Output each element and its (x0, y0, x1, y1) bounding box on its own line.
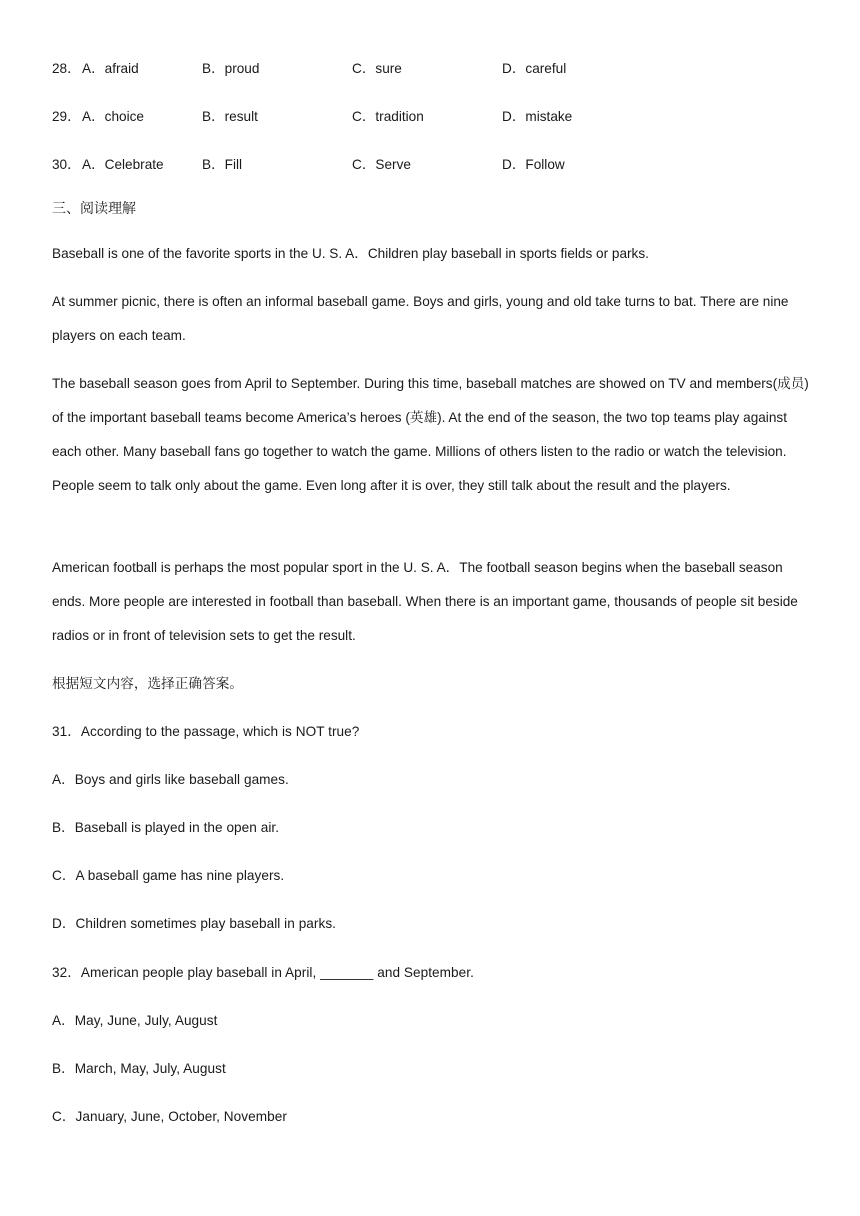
question-31-option-a: A．Boys and girls like baseball games. (52, 772, 289, 787)
question-32-stem: 32．American people play baseball in April, _______ and September. (52, 965, 474, 980)
question-31-option-d: D．Children sometimes play baseball in parks. (52, 916, 337, 931)
option-d: D．mistake (502, 109, 573, 124)
question-32-option-c: C．January, June, October, November (52, 1109, 287, 1124)
option-d: D．Follow (502, 157, 565, 172)
question-number: 28． (52, 61, 81, 76)
option-c: C．sure (352, 61, 402, 76)
option-d: D．careful (502, 61, 567, 76)
passage-paragraph-3: The baseball season goes from April to September. During this time, baseball matches are showed on TV and members(成员) of the important baseball teams become America’s heroes (英雄). At the end of the season, the two top teams play against each other. Many baseball fans go together to watch the game. Millions of others listen to the radio or watch the television. People seem to talk only about the game. Even long after it is over, they still talk about the result and the players. (52, 376, 809, 493)
question-32-option-a: A．May, June, July, August (52, 1013, 218, 1028)
question-32-option-b: B．March, May, July, August (52, 1061, 226, 1076)
passage-paragraph-1: Baseball is one of the favorite sports in the U. S. A．Children play baseball in sports fields or parks. (52, 246, 649, 261)
option-b: B．Fill (202, 157, 243, 172)
option-a: A．afraid (82, 61, 139, 76)
option-c: C．Serve (352, 157, 411, 172)
passage-paragraph-4: American football is perhaps the most popular sport in the U. S. A．The football season begins when the baseball season ends. More people are interested in football than baseball. When there is an important game, thousands of people sit beside radios or in front of television sets to get the result. (52, 560, 798, 643)
question-number: 29． (52, 109, 81, 124)
option-c: C．tradition (352, 109, 424, 124)
instruction-text: 根据短文内容，选择正确答案。 (52, 676, 244, 692)
question-number: 30． (52, 157, 81, 172)
question-31-stem: 31．According to the passage, which is NOT true? (52, 724, 360, 739)
passage-paragraph-2: At summer picnic, there is often an informal baseball game. Boys and girls, young and old take turns to bat. There are nine players on each team. (52, 294, 789, 343)
option-b: B．result (202, 109, 258, 124)
option-a: A．choice (82, 109, 144, 124)
option-b: B．proud (202, 61, 260, 76)
question-31-option-b: B．Baseball is played in the open air. (52, 820, 280, 835)
section-heading: 三、阅读理解 (52, 201, 136, 217)
question-31-option-c: C．A baseball game has nine players. (52, 868, 285, 883)
option-a: A．Celebrate (82, 157, 164, 172)
